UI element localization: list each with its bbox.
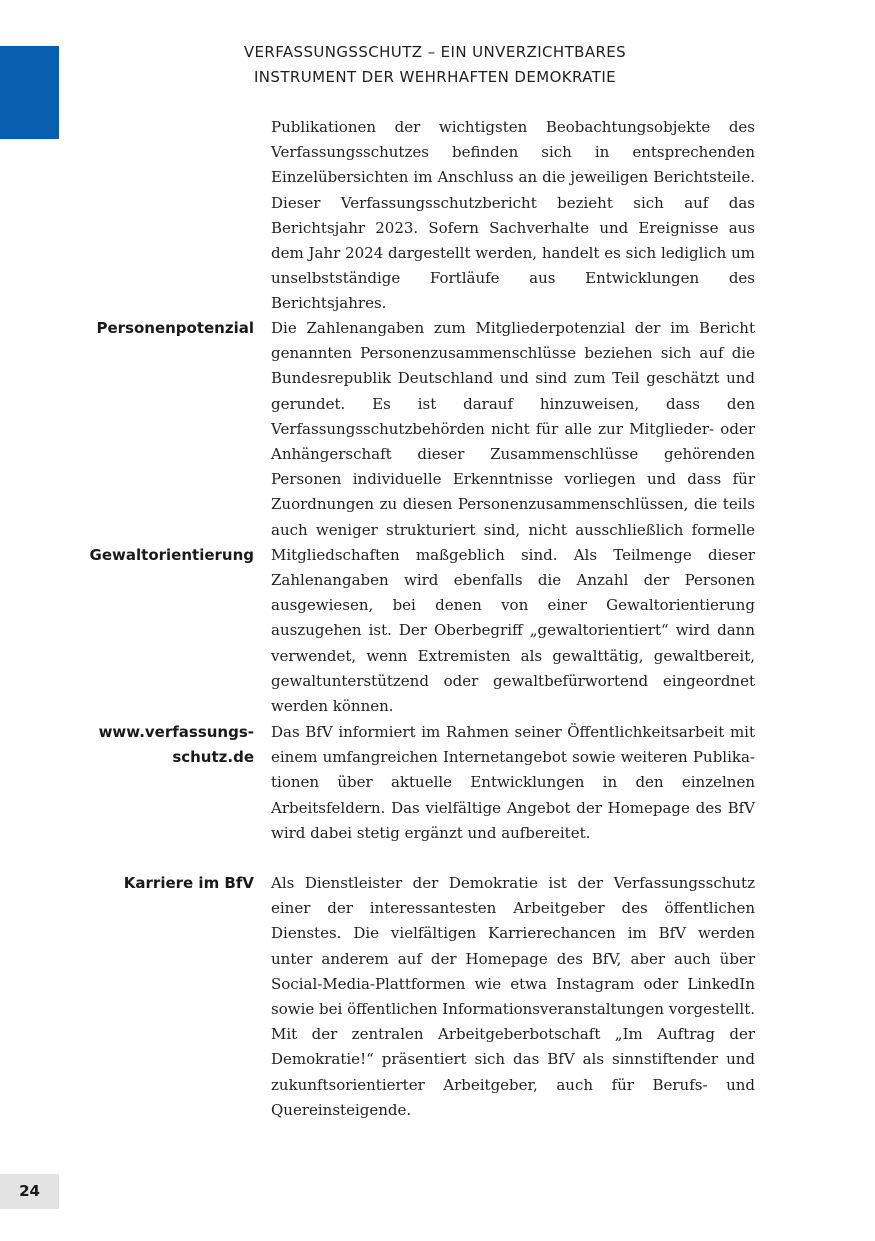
paragraph-personenpotenzial: Die Zahlenangaben zum Mitgliederpotenzial der im Bericht genannten Personenzusammenschlüsse beziehen sich auf die Bundesrepublik Deutschland und sind zum Teil geschätzt und gerundet. Es ist darauf hinzuweisen, dass den Verfassungsschutzbehörden nicht für alle zur Mitglieder- oder Anhängerschaft dieser Zusammenschlüsse gehörenden Personen individuelle Erkenntnisse vorliegen und dass für Zuordnungen zu diesen Personenzusammenschlüssen, die teils auch weniger strukturiert sind, nicht ausschließlich formelle Mitgliedschaften maßgeblich sind. Als Teilmenge dieser Zahlenangaben wird ebenfalls die Anzahl der Personen ausgewiesen, bei denen von einer Gewaltorientierung auszugehen ist. Der Oberbegriff „gewaltorientiert“ wird dann verwendet, wenn Extremisten als gewalttätig, gewaltbereit, gewaltunterstützend oder gewaltbefürwortend eingeordnet werden können. xyxy=(271,319,755,716)
margin-label-website-line-1: www.verfassungs- xyxy=(98,723,254,741)
margin-label-gewaltorientierung: Gewaltorientierung xyxy=(89,546,254,564)
running-header-line-1: VERFASSUNGSSCHUTZ – EIN UNVERZICHTBARES xyxy=(243,43,627,61)
margin-label-website xyxy=(99,720,254,770)
paragraph-intro: Publikationen der wichtigsten Beobachtungsobjekte des Verfassungsschutzes befinden sich in entsprechenden Einzelübersichten im Anschluss an die jeweiligen Berichtsteile. Dieser Verfassungsschutzbericht bezieht sich auf das Berichtsjahr 2023. Sofern Sachverhalte und Ereignisse aus dem Jahr 2024 dargestellt werden, handelt es sich lediglich um unselbstständige Fortläufe aus Entwicklungen des Berichtsjahres. xyxy=(271,118,755,313)
running-header xyxy=(140,40,730,90)
margin-label-personenpotenzial: Personenpotenzial xyxy=(96,319,254,337)
margin-label-karriere: Karriere im BfV xyxy=(123,874,254,892)
running-header-line-2: INSTRUMENT DER WEHRHAFTEN DEMOKRATIE xyxy=(253,68,617,86)
paragraph-karriere: Als Dienstleister der Demokratie ist der Verfassungsschutz einer der interessantesten Arbeitgeber des öffentlichen Dienstes. Die vielfältigen Karrierechancen im BfV werden unter anderem auf der Homepage des BfV, aber auch über Social-Media-Plattformen wie etwa Instagram oder LinkedIn sowie bei öffentlichen Informationsveranstaltungen vorgestellt. Mit der zentralen Arbeitgeberbotschaft „Im Auftrag der Demokratie!“ präsentiert sich das BfV als sinnstiftender und zukunftsorientierter Arbeitgeber, auch für Berufs- und Quereinsteigende. xyxy=(271,874,755,1119)
chapter-color-tab xyxy=(0,46,59,139)
page-number: 24 xyxy=(19,1182,40,1200)
margin-label-website-line-2: schutz.de xyxy=(172,748,254,767)
paragraph-website: Das BfV informiert im Rahmen seiner Öffentlichkeitsarbeit mit einem umfangreichen Internetangebot sowie weiteren Publikationen über aktuelle Entwicklungen in den einzelnen Arbeitsfeldern. Das vielfältige Angebot der Homepage des BfV wird dabei stetig ergänzt und aufbereitet. xyxy=(271,723,755,842)
